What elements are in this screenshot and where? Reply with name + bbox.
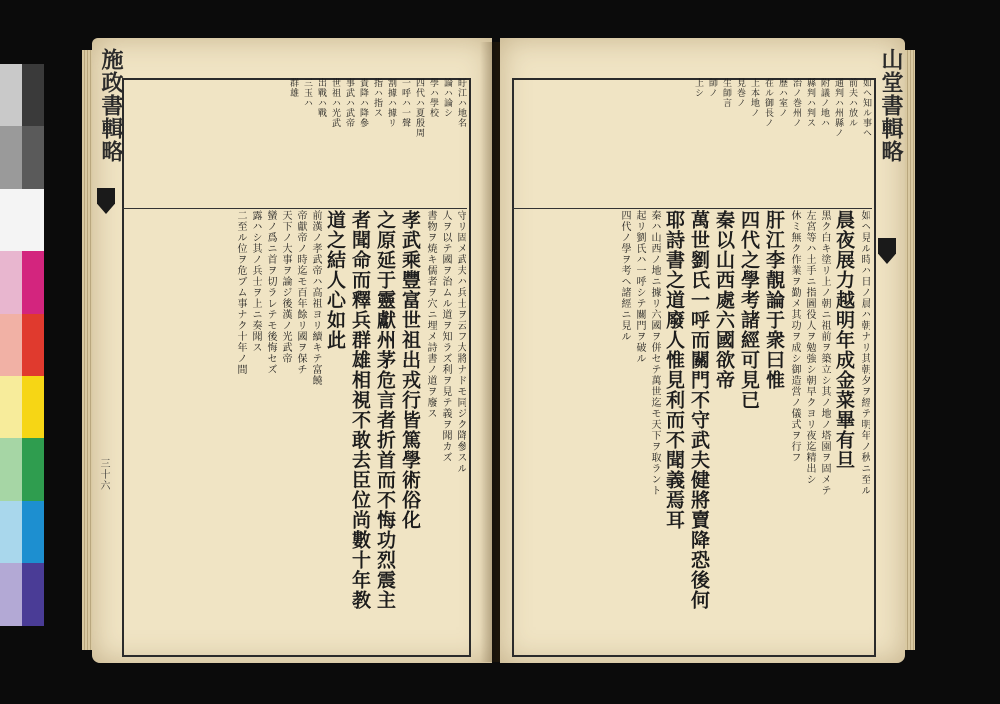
upper-note: 指ハ指ス: [372, 78, 382, 118]
gray-swatch: [0, 126, 44, 188]
blue-swatch: [0, 563, 44, 625]
annotation-column: 人ヲ以テ國ヲ治ムル道ヲ知ラズ利ヲ見テ義ヲ聞カズ: [440, 210, 451, 463]
annotation-column: 守リ固メ武夫ハ兵士ヲ云フ大將ナドモ同ジク降參スル: [455, 210, 466, 474]
upper-note: 世祖ハ光武: [330, 78, 340, 128]
fish-tail-mark: [878, 238, 896, 264]
upper-note: 盱江ハ地名: [456, 78, 466, 128]
upper-note: 上本地ノ: [749, 78, 759, 118]
upper-note: 一呼ハ一聲: [400, 78, 410, 128]
main-text-column: 之原延于靈獻州茅危言者折首而不悔功烈震主: [374, 210, 396, 610]
annotation-column: 起リ劉氏ハ一呼シテ關門ヲ破ル: [634, 210, 645, 364]
upper-note: 前夫ハ放ル: [847, 78, 857, 128]
left-main-text: [126, 210, 466, 650]
annotation-column: 黑ク白キ塗リ上ノ朝ニ祖前ヲ築立シ其ノ地ノ塔園ヲ固メテ: [819, 210, 830, 496]
upper-note: 在ル御長ノ: [763, 78, 773, 128]
right-margin-title: 山堂書輯略: [878, 48, 904, 163]
main-text-column: 道之結人心如此: [324, 210, 346, 350]
annotation-column: 休ミ無ク作業ヲ勤メ其功ヲ成シ御造営ノ儀式ヲ行フ: [789, 210, 800, 463]
upper-note: 四代ハ夏殷周: [414, 78, 424, 138]
page-edge-left: [82, 50, 92, 650]
open-book: [70, 30, 915, 690]
annotation-column: 四代ノ學ヲ考ヘ諸經ニ見ル: [619, 210, 630, 342]
upper-note: 生師言: [721, 78, 731, 108]
annotation-column: 二至ル位ヲ危ブム事ナク十年ノ間: [235, 210, 246, 375]
main-text-column: 孝武乘豐富世祖出戎行皆篤學術俗化: [399, 210, 421, 530]
annotation-column: 如ヘ見ル時ハ日ノ晨ハ朝ナリ其朝夕ヲ經テ明年ノ秋ニ至ル: [859, 210, 870, 496]
red-swatch: [0, 314, 44, 376]
right-main-text: [516, 210, 870, 650]
main-text-column: 者聞命而釋兵群雄相視不敢去臣位尚數十年教: [349, 210, 371, 610]
upper-note: 割據ハ據リ: [386, 78, 396, 128]
upper-note: 群雄: [288, 78, 298, 98]
main-text-column: 秦以山西處六國欲帝: [713, 210, 735, 390]
right-page: [500, 38, 905, 663]
annotation-column: 前漢ノ孝武帝ハ高祖ヨリ續キテ富饒: [310, 210, 321, 386]
annotation-column: 帝獻帝ノ時迄モ百年餘リ國ヲ保チ: [295, 210, 306, 375]
right-upper-notes: [512, 78, 872, 209]
main-text-column: 耶詩書之道廢人惟見利而不聞義焉耳: [663, 210, 685, 530]
upper-note: 如ヘ知ル事ヘ: [861, 78, 871, 138]
fish-tail-mark: [97, 188, 115, 214]
left-margin-title: 施政書輯略: [98, 48, 124, 163]
main-text-column: 晨夜展力越明年成金菜畢有旦: [833, 210, 855, 470]
upper-note: 出戰ハ戰: [316, 78, 326, 118]
main-text-column: 四代之學考諸經可見已: [738, 210, 760, 410]
left-upper-notes: [122, 78, 467, 209]
annotation-column: 書物ヲ焼キ儒者ヲ穴ニ埋メ詩書ノ道ヲ廢ス: [425, 210, 436, 419]
annotation-column: 秦ハ山西ノ地ニ據リ六國ヲ併セテ萬世迄モ天下ヲ取ラント: [649, 210, 660, 496]
annotation-column: 蠻ノ爲ニ首ヲ切ラレテモ後悔セズ: [265, 210, 276, 375]
annotation-column: 左宮等ハ土手ニ指圖役人ヲ勉強シ朝早クヨリ夜迄精出シ: [804, 210, 815, 485]
annotation-column: 露ハシ其ノ兵士ヲ上ニ奏聞ス: [250, 210, 261, 353]
upper-note: 三玉ハ: [302, 78, 312, 108]
upper-note: 事武ハ武帝: [344, 78, 354, 128]
upper-note: 見巻ノ: [735, 78, 745, 108]
gray-swatch: [0, 64, 44, 126]
upper-note: 師ノ: [707, 78, 717, 98]
upper-note: 治ノ巻州ノ: [791, 78, 801, 128]
upper-note: 縣判ハ判ス: [805, 78, 815, 128]
magenta-swatch: [0, 251, 44, 313]
upper-note: 歷ハ室ノ: [777, 78, 787, 118]
page-number: 三十六: [98, 458, 109, 491]
upper-note: 論ハ論シ: [442, 78, 452, 118]
green-swatch: [0, 438, 44, 500]
upper-note: 貴降ハ降參: [358, 78, 368, 128]
upper-note: 附議ノ地ハ: [819, 78, 829, 128]
cyan-swatch: [0, 501, 44, 563]
upper-note: 上シ: [693, 78, 703, 98]
white-swatch: [0, 189, 44, 251]
main-text-column: 肝江李靚論于衆曰惟: [763, 210, 785, 390]
main-text-column: 萬世劉氏一呼而關門不守武夫健將賣降恐後何: [688, 210, 710, 610]
left-page: [92, 38, 492, 663]
annotation-column: 天下ノ大事ヲ論ジ後漢ノ光武帝: [280, 210, 291, 364]
color-calibration-strip: [0, 64, 44, 626]
upper-note: 學ハ學校: [428, 78, 438, 118]
upper-note: 通判ハ州縣ノ: [833, 78, 843, 138]
yellow-swatch: [0, 376, 44, 438]
